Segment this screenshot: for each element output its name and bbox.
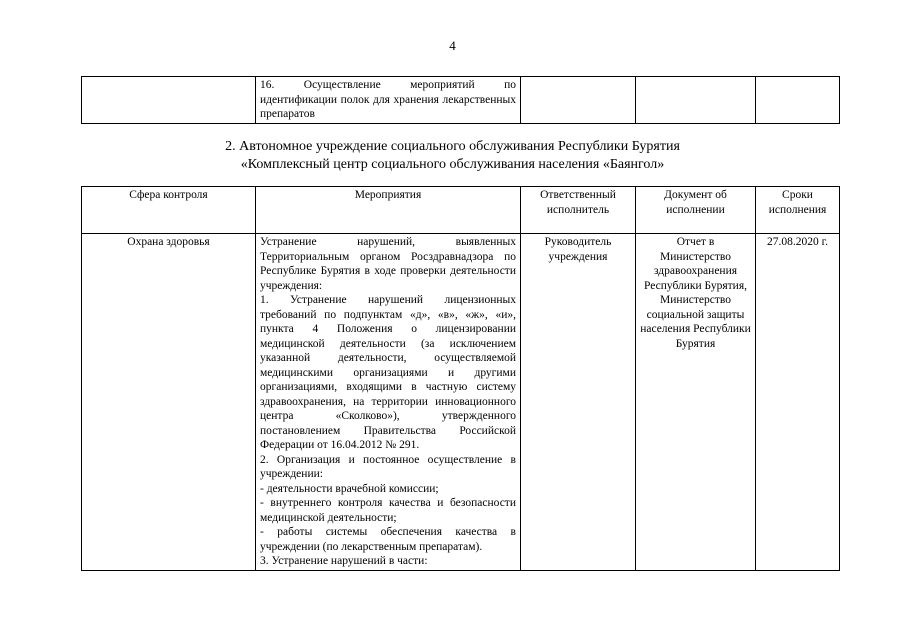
control-measures-table [81,186,840,571]
page-number: 4 [449,38,456,53]
measure-paragraph: Устранение нарушений, выявленных Территориальным органом Росздравнадзора по Республике Бурятия в ходе проверки деятельности учреждения: [260,236,516,292]
section-title-line-1: 2. Автономное учреждение социального обслуживания Республики Бурятия [225,139,680,154]
measure-paragraph: - внутреннего контроля качества и безопасности медицинской деятельности; [260,497,516,524]
measure-paragraph: 3. Устранение нарушений в части: [260,555,428,567]
measure-paragraph: - работы системы обеспечения качества в учреждении (по лекарственным препаратам). [260,526,516,553]
header-responsible: Ответственный исполнитель [521,187,636,234]
table-row [82,234,840,571]
cell-responsible: Руководитель учреждения [521,234,636,571]
table-cell [82,77,256,124]
measure-paragraph: 2. Организация и постоянное осуществление в учреждении: [260,453,516,480]
cell-deadline: 27.08.2020 г. [756,234,840,571]
measure-paragraph: - деятельности врачебной комиссии; [260,482,439,495]
section-title [0,138,905,174]
measure-paragraph: 1. Устранение нарушений лицензионных требований по подпунктам «д», «в», «ж», «и», пункта 4 Положения о лицензировании медицинской деятельности (за исключением указанной деятельности, осуществляемой медицинскими организациями и другими организациями, входящими в частную систему здравоохранения, на территории инновационного центра «Сколково»), утвержденного постановлением Правительства Российской Федерации от 16.04.2012 № 291. [260,294,516,451]
measure-item-16: 16. Осуществление мероприятий по идентификации полок для хранения лекарственных препаратов [256,77,521,124]
table-cell [521,77,636,124]
header-deadline: Сроки исполнения [756,187,840,234]
header-measures: Мероприятия [256,187,521,234]
table-row [82,77,840,124]
cell-sphere: Охрана здоровья [82,234,256,571]
cell-document: Отчет в Министерство здравоохранения Республики Бурятия, Министерство социальной защиты населения Республики Бурятия [636,234,756,571]
section-title-line-2: «Комплексный центр социального обслуживания населения «Баянгол» [240,157,665,172]
header-document: Документ об исполнении [636,187,756,234]
header-sphere: Сфера контроля [82,187,256,234]
table-cell [636,77,756,124]
table-header-row [82,187,840,234]
table-cell [756,77,840,124]
cell-measures [256,234,521,571]
previous-table-fragment [81,76,840,124]
